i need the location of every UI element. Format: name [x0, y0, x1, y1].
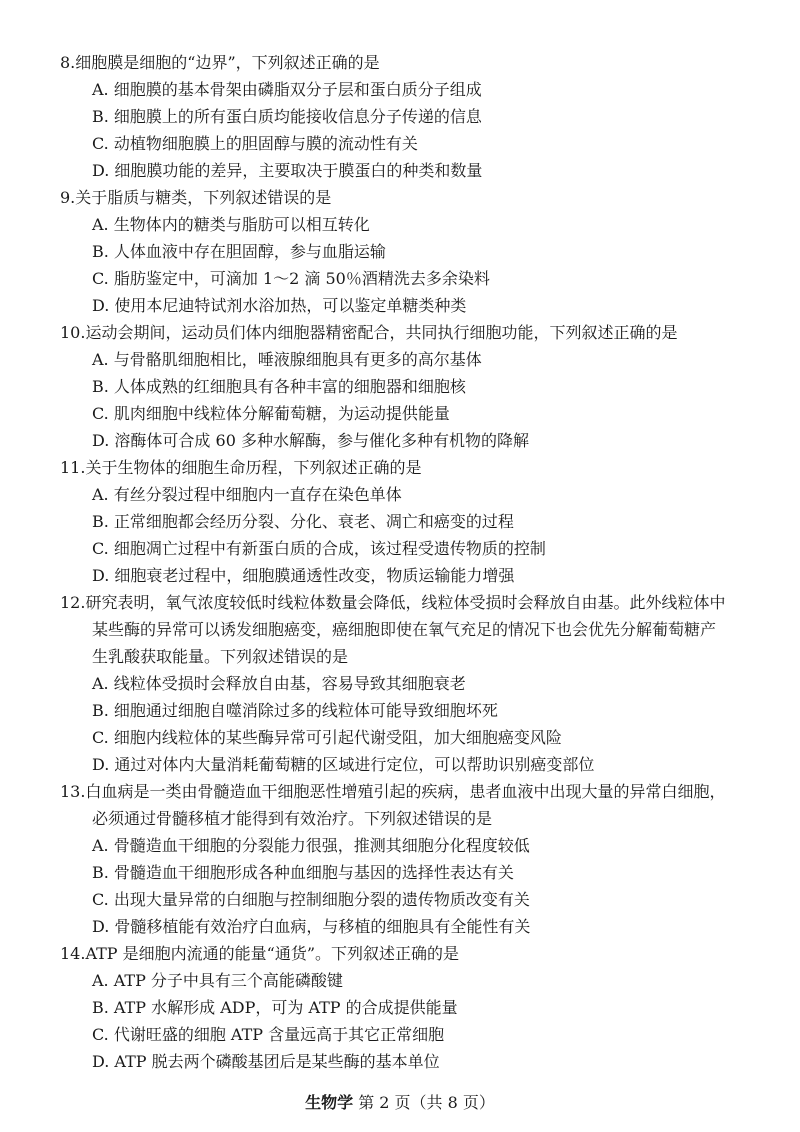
question-11-option-a: A. 有丝分裂过程中细胞内一直存在染色单体 [92, 485, 402, 504]
question-number: 13. [60, 782, 86, 801]
question-text: 细胞膜是细胞的“边界”，下列叙述正确的是 [75, 53, 380, 72]
question-10-option-b: B. 人体成熟的红细胞具有各种丰富的细胞器和细胞核 [92, 377, 466, 396]
question-9-stem [60, 185, 760, 211]
question-13-option-d: D. 骨髓移植能有效治疗白血病，与移植的细胞具有全能性有关 [92, 917, 531, 936]
question-9-option-a: A. 生物体内的糖类与脂肪可以相互转化 [92, 215, 370, 234]
question-8-option-d: D. 细胞膜功能的差异，主要取决于膜蛋白的种类和数量 [92, 161, 483, 180]
question-14-option-b: B. ATP 水解形成 ADP，可为 ATP 的合成提供能量 [92, 998, 458, 1017]
question-text: 关于生物体的细胞生命历程，下列叙述正确的是 [85, 458, 422, 477]
question-10-option-a: A. 与骨骼肌细胞相比，唾液腺细胞具有更多的高尔基体 [92, 350, 482, 369]
question-14-stem [60, 941, 760, 967]
question-12-stem-line-2: 某些酶的异常可以诱发细胞癌变，癌细胞即使在氧气充足的情况下也会优先分解葡萄糖产 [92, 620, 717, 639]
question-number: 10. [60, 323, 86, 342]
question-number: 11. [60, 458, 86, 477]
question-12-option-c: C. 细胞内线粒体的某些酶异常可引起代谢受阻，加大细胞癌变风险 [92, 728, 562, 747]
question-11-option-c: C. 细胞凋亡过程中有新蛋白质的合成，该过程受遗传物质的控制 [92, 539, 546, 558]
question-9-option-c: C. 脂肪鉴定中，可滴加 1～2 滴 50％酒精洗去多余染料 [92, 269, 490, 288]
question-12-option-b: B. 细胞通过细胞自噬消除过多的线粒体可能导致细胞坏死 [92, 701, 498, 720]
question-11-option-d: D. 细胞衰老过程中，细胞膜通透性改变，物质运输能力增强 [92, 566, 515, 585]
question-13-option-b: B. 骨髓造血干细胞形成各种血细胞与基因的选择性表达有关 [92, 863, 514, 882]
question-text: 关于脂质与糖类，下列叙述错误的是 [75, 188, 332, 207]
question-12-stem-line-1 [60, 590, 760, 616]
question-14-option-a: A. ATP 分子中具有三个高能磷酸键 [92, 971, 343, 990]
question-14-option-d: D. ATP 脱去两个磷酸基团后是某些酶的基本单位 [92, 1052, 440, 1071]
question-text: 运动会期间，运动员们体内细胞器精密配合，共同执行细胞功能，下列叙述正确的是 [85, 323, 678, 342]
question-10-stem [60, 320, 760, 346]
question-8-option-c: C. 动植物细胞膜上的胆固醇与膜的流动性有关 [92, 134, 418, 153]
question-8-stem [60, 50, 760, 76]
question-12-option-d: D. 通过对体内大量消耗葡萄糖的区域进行定位，可以帮助识别癌变部位 [92, 755, 595, 774]
question-13-stem-line-2: 必须通过骨髓移植才能得到有效治疗。下列叙述错误的是 [92, 809, 493, 828]
question-text: 白血病是一类由骨髓造血干细胞恶性增殖引起的疾病，患者血液中出现大量的异常白细胞， [85, 782, 726, 801]
question-10-option-c: C. 肌肉细胞中线粒体分解葡萄糖，为运动提供能量 [92, 404, 450, 423]
footer-subject: 生物学 [305, 1093, 354, 1112]
question-9-option-d: D. 使用本尼迪特试剂水浴加热，可以鉴定单糖类种类 [92, 296, 467, 315]
question-10-option-d: D. 溶酶体可合成 60 多种水解酶，参与催化多种有机物的降解 [92, 431, 529, 450]
question-text: ATP 是细胞内流通的能量“通货”。下列叙述正确的是 [85, 944, 460, 963]
page-footer [0, 1090, 800, 1116]
question-8-option-b: B. 细胞膜上的所有蛋白质均能接收信息分子传递的信息 [92, 107, 482, 126]
question-13-stem-line-1 [60, 779, 760, 805]
question-12-option-a: A. 线粒体受损时会释放自由基，容易导致其细胞衰老 [92, 674, 466, 693]
question-number: 12. [60, 593, 86, 612]
question-13-option-a: A. 骨髓造血干细胞的分裂能力很强，推测其细胞分化程度较低 [92, 836, 530, 855]
question-13-option-c: C. 出现大量异常的白细胞与控制细胞分裂的遗传物质改变有关 [92, 890, 530, 909]
question-number: 9. [60, 188, 76, 207]
question-8-option-a: A. 细胞膜的基本骨架由磷脂双分子层和蛋白质分子组成 [92, 80, 482, 99]
question-14-option-c: C. 代谢旺盛的细胞 ATP 含量远高于其它正常细胞 [92, 1025, 445, 1044]
question-12-stem-line-3: 生乳酸获取能量。下列叙述错误的是 [92, 647, 349, 666]
question-number: 8. [60, 53, 76, 72]
question-text: 研究表明，氧气浓度较低时线粒体数量会降低，线粒体受损时会释放自由基。此外线粒体中 [85, 593, 726, 612]
question-number: 14. [60, 944, 86, 963]
question-9-option-b: B. 人体血液中存在胆固醇，参与血脂运输 [92, 242, 386, 261]
footer-page-info: 第 2 页（共 8 页） [358, 1093, 495, 1112]
question-11-option-b: B. 正常细胞都会经历分裂、分化、衰老、凋亡和癌变的过程 [92, 512, 514, 531]
question-11-stem [60, 455, 760, 481]
